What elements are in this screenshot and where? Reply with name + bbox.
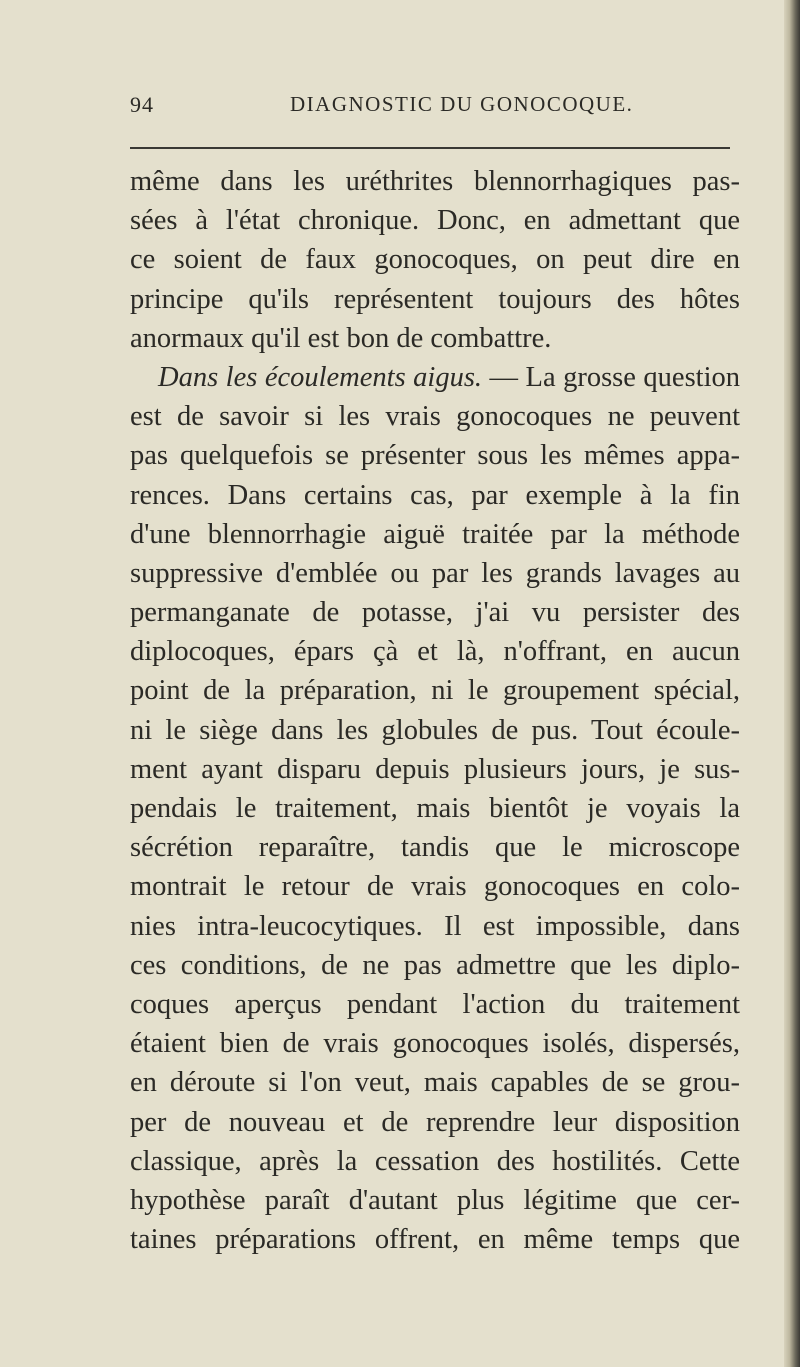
text-line: nies intra-leucocytiques. Il est impossible, dans — [130, 910, 740, 942]
text-line: en déroute si l'on veut, mais capables de se grou- — [130, 1067, 740, 1099]
text-line: taines préparations offrent, en même temps que — [130, 1224, 740, 1256]
text-line: d'une blennorrhagie aiguë traitée par la méthode — [130, 518, 740, 550]
text-line: classique, après la cessation des hostilités. Cette — [130, 1145, 740, 1177]
text-line: ni le siège dans les globules de pus. Tout écoule- — [130, 714, 740, 746]
body-text — [130, 162, 740, 1259]
text-line: coques aperçus pendant l'action du traitement — [130, 988, 740, 1020]
text-line: pendais le traitement, mais bientôt je voyais la — [130, 793, 740, 824]
page-edge-shadow — [784, 0, 800, 1367]
text-line: montrait le retour de vrais gonocoques en colo- — [130, 871, 740, 903]
text-line: rences. Dans certains cas, par exemple à la fin — [130, 479, 740, 511]
section-heading: Dans les écoulements aigus. — [158, 361, 483, 393]
running-title: DIAGNOSTIC DU GONOCOQUE. — [290, 92, 634, 116]
text-line: étaient bien de vrais gonocoques isolés, dispersés, — [130, 1028, 740, 1060]
text-line: principe qu'ils représentent toujours des hôtes — [130, 283, 740, 315]
page-number: 94 — [130, 92, 154, 117]
header-rule — [130, 147, 730, 149]
text-line: ment ayant disparu depuis plusieurs jours, je sus- — [130, 753, 740, 785]
text-line: diplocoques, épars çà et là, n'offrant, en aucun — [130, 636, 740, 668]
text-line: ces conditions, de ne pas admettre que les diplo- — [130, 949, 740, 981]
text-line: est de savoir si les vrais gonocoques ne peuvent — [130, 401, 740, 433]
text-line: point de la préparation, ni le groupement spécial, — [130, 675, 740, 707]
text-line: anormaux qu'il est bon de combattre. — [130, 322, 552, 354]
text-line: permanganate de potasse, j'ai vu persister des — [130, 597, 740, 629]
text-line: sées à l'état chronique. Donc, en admettant que — [130, 205, 740, 237]
section-heading-line — [130, 358, 740, 397]
text-line: même dans les uréthrites blennorrhagiques pas- — [130, 166, 740, 197]
text-line: suppressive d'emblée ou par les grands lavages au — [130, 557, 740, 589]
heading-line-rest: — La grosse question — [482, 361, 740, 393]
text-line: per de nouveau et de reprendre leur disposition — [130, 1106, 740, 1138]
running-head — [130, 92, 740, 132]
text-line: hypothèse paraît d'autant plus légitime que cer- — [130, 1184, 740, 1216]
text-line: sécrétion reparaître, tandis que le microscope — [130, 832, 740, 864]
text-line: ce soient de faux gonocoques, on peut dire en — [130, 244, 740, 276]
text-line: pas quelquefois se présenter sous les mêmes appa- — [130, 440, 740, 472]
